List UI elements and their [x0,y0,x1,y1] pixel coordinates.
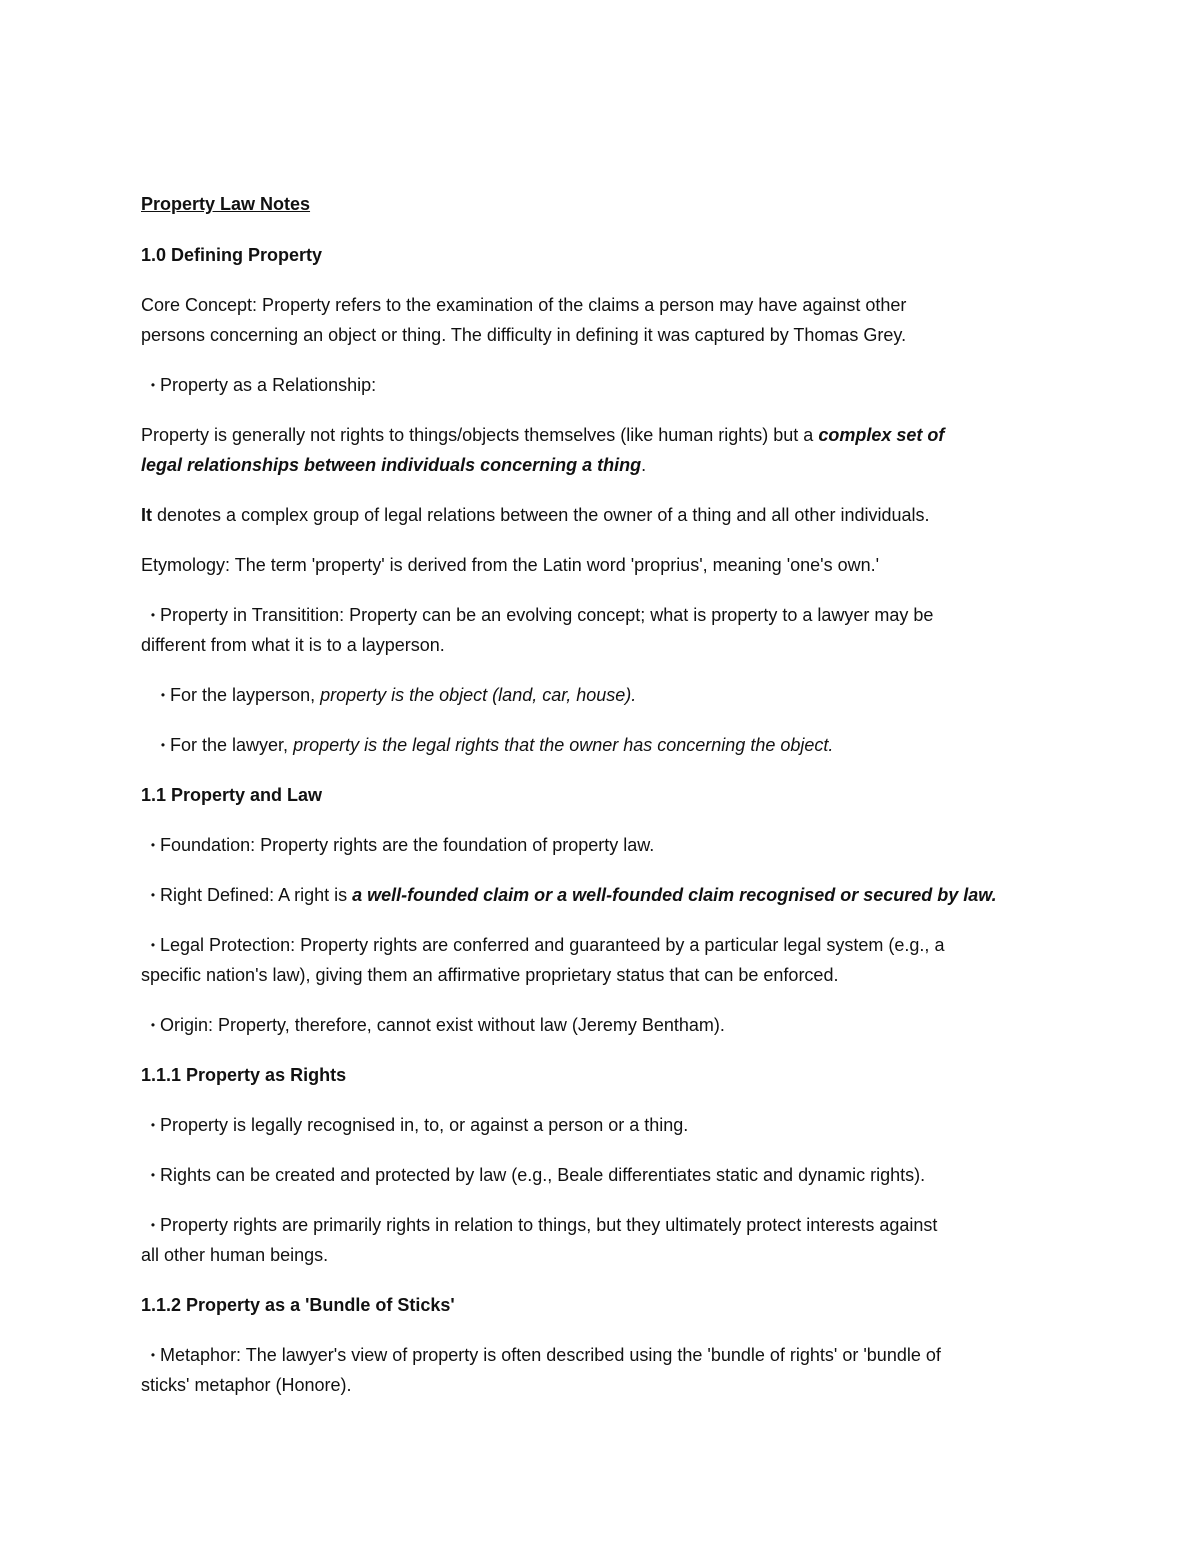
heading-1-0: 1.0 Defining Property [141,245,323,265]
layperson-item: • For the layperson, property is the object (land, car, house). [141,680,1041,710]
legal-protection-line-2: specific nation's law), giving them an affirmative proprietary status that can be enforced. [141,965,839,985]
denotes-paragraph: It denotes a complex group of legal relations between the owner of a thing and all other individuals. [141,505,930,525]
bullet-icon: • [150,938,156,952]
transition-line-2: different from what it is to a layperson. [141,635,445,655]
bullet-icon: • [150,838,156,852]
bullet-icon: • [150,1118,156,1132]
heading-1-1-2: 1.1.2 Property as a 'Bundle of Sticks' [141,1295,455,1315]
bullet-icon: • [150,888,156,902]
right-defined-item: • Right Defined: A right is a well-founded claim or a well-founded claim recognised or secured by law. [141,880,1041,910]
metaphor-line-2: sticks' metaphor (Honore). [141,1375,352,1395]
relationship-text-line-2: legal relationships between individuals concerning a thing. [141,455,647,475]
foundation-item: • Foundation: Property rights are the foundation of property law. [141,830,1041,860]
lawyer-item: • For the lawyer, property is the legal rights that the owner has concerning the object. [141,730,1041,760]
bullet-icon: • [150,608,156,622]
rights-item-3-line-2: all other human beings. [141,1245,329,1265]
core-concept-line-1: Core Concept: Property refers to the examination of the claims a person may have against other [141,295,907,315]
bullet-icon: • [150,1018,156,1032]
metaphor-line-1: • Metaphor: The lawyer's view of property is often described using the 'bundle of rights' or 'bundle of [141,1340,1041,1370]
origin-item: • Origin: Property, therefore, cannot exist without law (Jeremy Bentham). [141,1010,1041,1040]
core-concept-line-2: persons concerning an object or thing. The difficulty in defining it was captured by Thomas Grey. [141,325,907,345]
rights-item-1: • Property is legally recognised in, to, or against a person or a thing. [141,1110,1041,1140]
heading-1-1: 1.1 Property and Law [141,785,323,805]
etymology-paragraph: Etymology: The term 'property' is derived from the Latin word 'proprius', meaning 'one's own.' [141,555,880,575]
document-title: Property Law Notes [141,194,311,214]
heading-1-1-1: 1.1.1 Property as Rights [141,1065,347,1085]
rights-item-2: • Rights can be created and protected by law (e.g., Beale differentiates static and dynamic rights). [141,1160,1041,1190]
bullet-icon: • [150,1168,156,1182]
relationship-text-line-1: Property is generally not rights to things/objects themselves (like human rights) but a complex set of [141,425,945,445]
bullet-icon: • [150,378,156,392]
legal-protection-line-1: • Legal Protection: Property rights are conferred and guaranteed by a particular legal system (e.g., a [141,930,1041,960]
transition-line-1: • Property in Transitition: Property can be an evolving concept; what is property to a lawyer may be [141,600,1041,630]
bullet-icon: • [150,1218,156,1232]
bullet-icon: • [150,1348,156,1362]
relationship-heading: • Property as a Relationship: [141,370,1041,400]
rights-item-3-line-1: • Property rights are primarily rights in relation to things, but they ultimately protect interests against [141,1210,1041,1240]
bullet-icon: • [160,738,166,752]
bullet-icon: • [160,688,166,702]
